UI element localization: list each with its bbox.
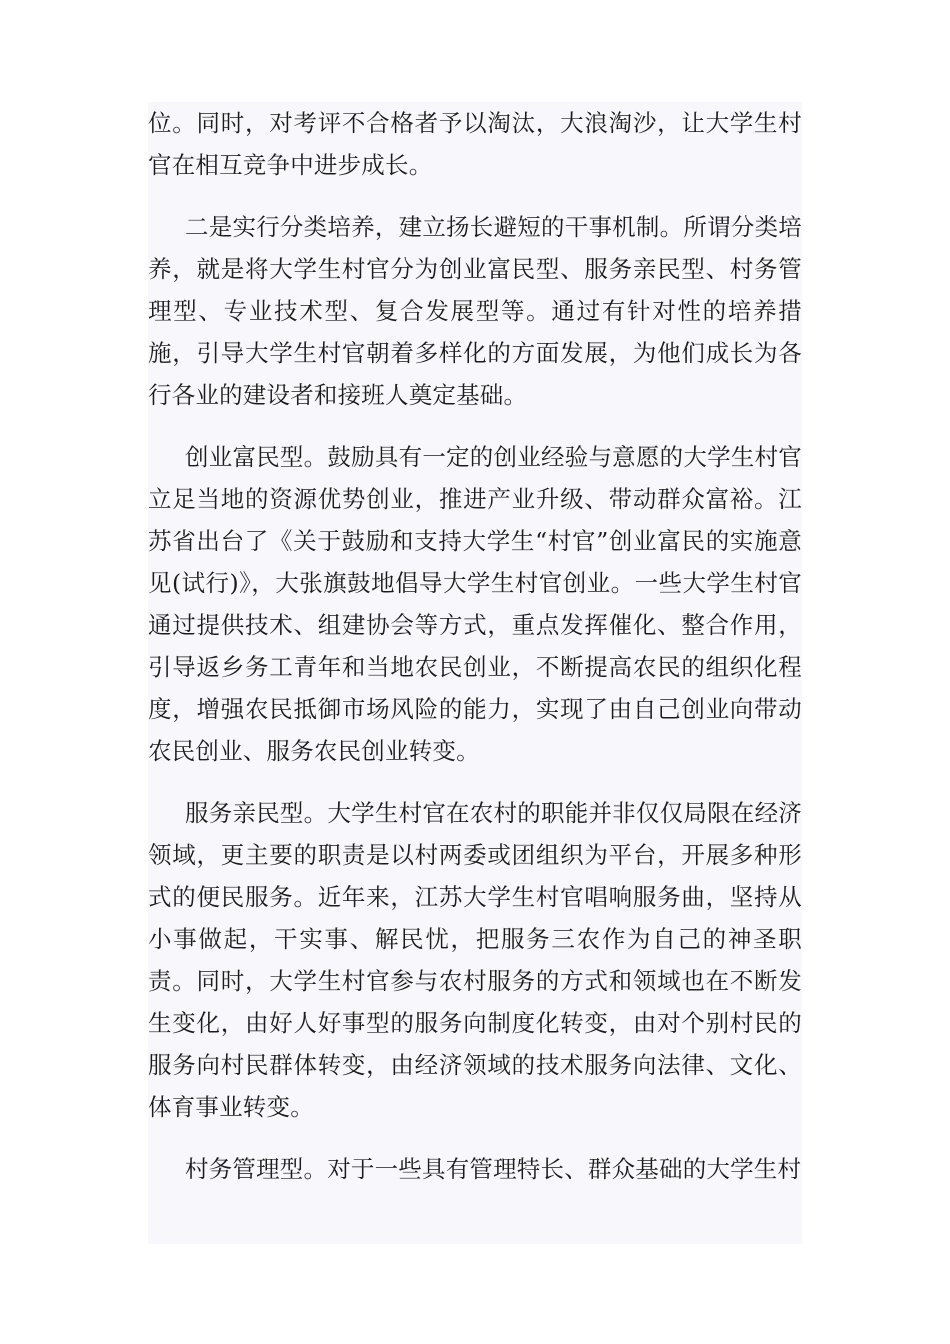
paragraph-service: 服务亲民型。大学生村官在农村的职能并非仅仅局限在经济领域，更主要的职责是以村两委或团组织为平台，开展多种形式的便民服务。近年来，江苏大学生村官唱响服务曲，坚持从小事做起，干实事、解民忧，把服务三农作为自己的神圣职责。同时，大学生村官参与农村服务的方式和领域也在不断发生变化，由好人好事型的服务向制度化转变，由对个别村民的服务向村民群体转变，由经济领域的技术服务向法律、文化、体育事业转变。: [148, 799, 802, 1121]
paragraph-gap: [148, 1128, 802, 1148]
paragraph-gap: [148, 416, 802, 436]
paragraph-entrepreneurship: 创业富民型。鼓励具有一定的创业经验与意愿的大学生村官立足当地的资源优势创业，推进产业升级、带动群众富裕。江苏省出台了《关于鼓励和支持大学生“村官”创业富民的实施意见(试行)》，大张旗鼓地倡导大学生村官创业。一些大学生村官通过提供技术、组建协会等方式，重点发挥催化、整合作用，引导返乡务工青年和当地农民创业，不断提高农民的组织化程度，增强农民抵御市场风险的能力，实现了由自己创业向带动农民创业、服务农民创业转变。: [148, 443, 802, 765]
paragraph-gap: [148, 772, 802, 792]
paragraph-classified-training: 二是实行分类培养，建立扬长避短的干事机制。所谓分类培养，就是将大学生村官分为创业富民型、服务亲民型、村务管理型、专业技术型、复合发展型等。通过有针对性的培养措施，引导大学生村官朝着多样化的方面发展，为他们成长为各行各业的建设者和接班人奠定基础。: [148, 213, 802, 409]
paragraph-continuation: 位。同时，对考评不合格者予以淘汰，大浪淘沙，让大学生村官在相互竞争中进步成长。: [148, 109, 802, 179]
paragraph-gap: [148, 186, 802, 206]
paragraph-village-management: 村务管理型。对于一些具有管理特长、群众基础的大学生村: [185, 1155, 802, 1183]
text-column: [148, 102, 802, 1244]
